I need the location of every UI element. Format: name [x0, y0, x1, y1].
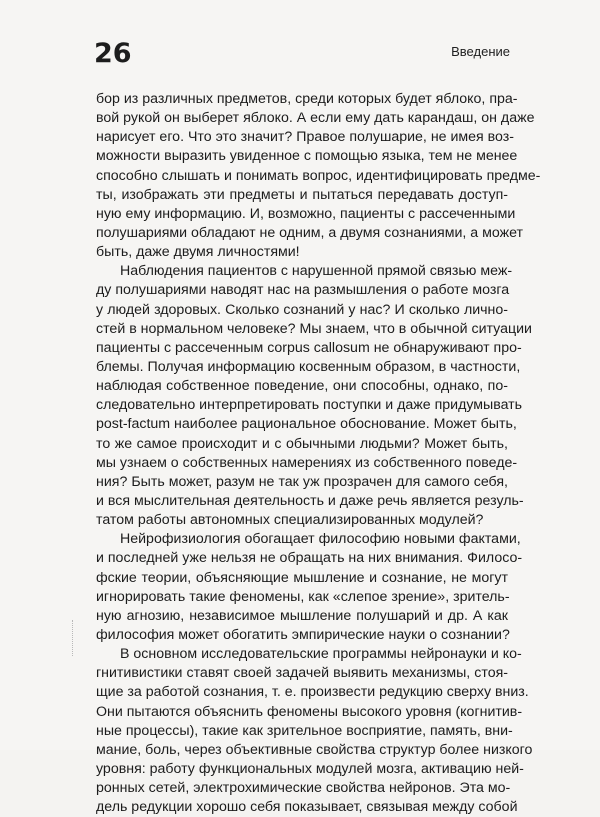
- text-line: нарисует его. Что это значит? Правое полушарие, не имея воз-: [96, 129, 515, 146]
- text-line: и вся мыслительная деятельность и даже речь является резуль-: [96, 492, 524, 509]
- text-line: можности выразить увиденное с помощью языка, тем не менее: [96, 148, 518, 165]
- text-line: стей в нормальном человеке? Мы знаем, что в обычной ситуации: [96, 320, 532, 337]
- text-line: блемы. Получая информацию косвенным образом, в частности,: [96, 358, 521, 375]
- text-line: гнитивистики ставят своей задачей выявить механизмы, стоя-: [96, 665, 508, 682]
- text-line: наблюдая собственное поведение, они способны, однако, по-: [96, 378, 508, 395]
- text-line: ную агнозию, независимое мышление полушарий и др. А как: [96, 607, 508, 624]
- text-line: философия может обогатить эмпирические науки о сознании?: [96, 626, 510, 643]
- body-text: [96, 90, 541, 817]
- text-line: фские теории, объясняющие мышление и сознание, не могут: [96, 569, 508, 586]
- text-line: ния? Быть может, разум не так уж прозрачен для самого себя,: [96, 473, 508, 490]
- paragraph: [96, 90, 541, 262]
- text-line: мание, боль, через объективные свойства структур более низкого: [96, 741, 533, 758]
- text-line: уровня: работу функциональных модулей мозга, активацию ней-: [96, 760, 524, 777]
- text-line: то же самое происходит и с обычными людьми? Может быть,: [96, 435, 508, 452]
- text-line: мы узнаем о собственных намерениях из собственного поведе-: [96, 454, 518, 471]
- text-line: татом работы автономных специализированных модулей?: [96, 512, 484, 529]
- text-line: полушариями обладают не одним, а двумя сознаниями, а может: [96, 224, 524, 241]
- page-number: 26: [94, 38, 132, 69]
- text-line: и последней уже нельзя не обращать на них внимания. Филосо-: [96, 550, 523, 567]
- text-line: быть, даже двумя личностями!: [96, 244, 300, 261]
- text-line: ты, изображать эти предметы и пытаться передавать доступ-: [96, 186, 508, 203]
- text-line: пациенты с рассеченным corpus callosum не обнаруживают про-: [96, 339, 522, 356]
- text-line: ную ему информацию. И, возможно, пациенты с рассеченными: [96, 205, 516, 222]
- text-line: Наблюдения пациентов с нарушенной прямой связью меж-: [120, 263, 513, 280]
- text-line: следовательно интерпретировать поступки и даже придумывать: [96, 397, 523, 414]
- paragraph: [96, 262, 532, 530]
- paragraph: [96, 645, 533, 817]
- margin-mark: [72, 620, 75, 656]
- text-line: Нейрофизиология обогащает философию новыми фактами,: [120, 531, 521, 548]
- text-line: Они пытаются объяснить феномены высокого уровня (когнитив-: [96, 703, 523, 720]
- text-line: post-factum наиболее рациональное обоснование. Может быть,: [96, 416, 517, 433]
- text-line: щие за работой сознания, т. е. произвести редукцию сверху вниз.: [96, 684, 529, 701]
- text-line: В основном исследовательские программы нейронауки и ко-: [120, 646, 522, 663]
- text-line: ронных сетей, электрохимические свойства нейронов. Эта мо-: [96, 780, 511, 797]
- text-line: ные процессы), такие как зрительное восприятие, память, вни-: [96, 722, 513, 739]
- text-line: у людей здоровых. Сколько сознаний у нас? И сколько лично-: [96, 301, 508, 318]
- text-line: бор из различных предметов, среди которых будет яблоко, пра-: [96, 91, 518, 107]
- text-line: вой рукой он выберет яблоко. А если ему дать карандаш, он даже: [96, 110, 535, 127]
- text-line: дель редукции хорошо себя показывает, связывая между собой: [96, 799, 518, 816]
- paragraph: [96, 530, 523, 645]
- text-line: ду полушариями наводят нас на размышления о работе мозга: [96, 282, 510, 299]
- text-line: игнорировать такие феномены, как «слепое зрение», зритель-: [96, 588, 510, 605]
- running-head: Введение: [451, 44, 510, 59]
- text-line: способно слышать и понимать вопрос, идентифицировать предме-: [96, 167, 541, 184]
